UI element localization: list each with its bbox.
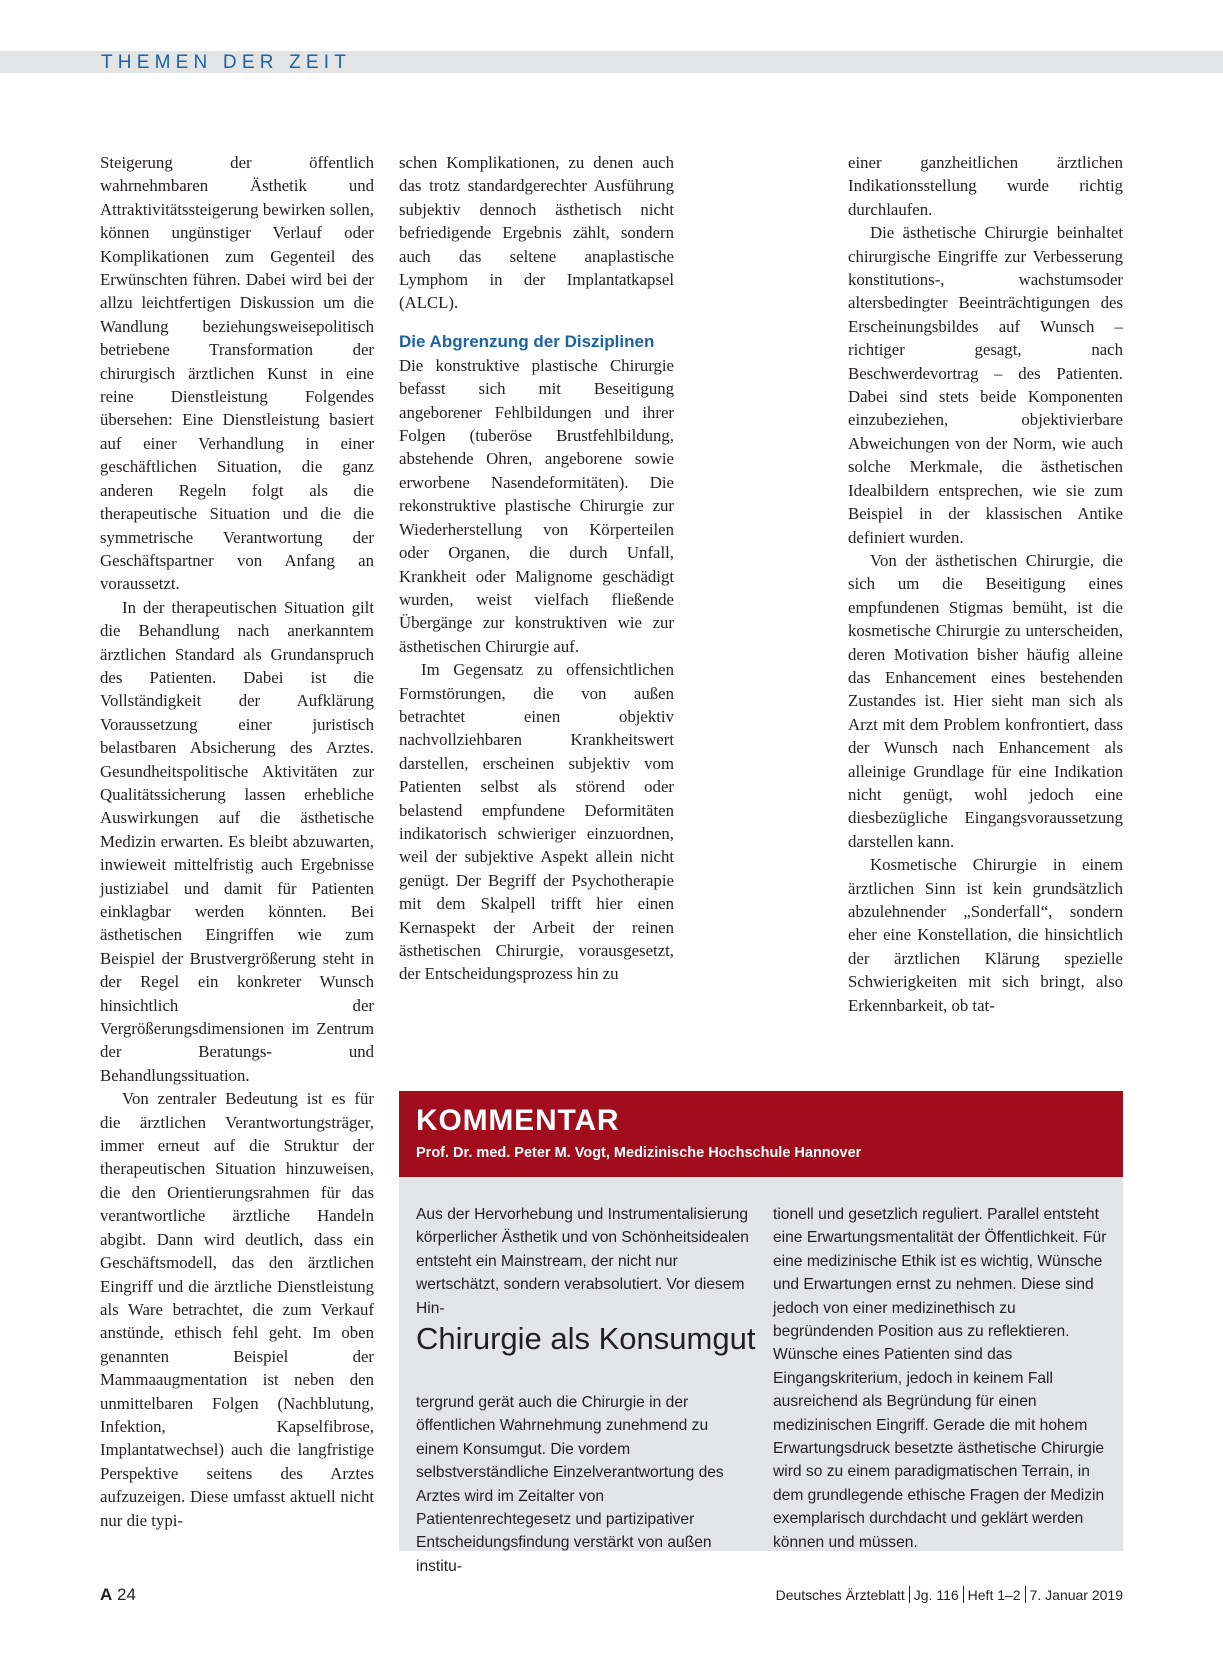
article-column-2 xyxy=(399,151,674,986)
kommentar-text-continued xyxy=(416,1391,751,1578)
separator xyxy=(1025,1586,1026,1603)
section-title: THEMEN DER ZEIT xyxy=(101,52,352,73)
page-prefix: A xyxy=(100,1585,113,1604)
journal-name: Deutsches Ärzteblatt xyxy=(775,1587,905,1603)
paragraph: tionell und gesetzlich reguliert. Parallel entsteht eine Erwartungsmentalität der Öffentlichkeit. Für eine medizinische Ethik ist es wichtig, Wünsche und Erwartungen ernst zu nehmen. Diese sind jedoch von einer medizinethisch zu begründenden Position aus zu reflektieren. Wünsche eines Patienten sind das Eingangskriterium, jedoch in keinem Fall ausreichend als Begründung für einen medizinischen Eingriff. Gerade die mit hohem Erwartungsdruck besetzte ästhetische Chirurgie wird so zu einem paradigmatischen Terrain, in dem grundlegende ethische Fragen der Medizin exemplarisch durchdacht und geklärt werden können und müssen. xyxy=(773,1206,1107,1551)
paragraph: In der therapeutischen Situation gilt die Behandlung nach anerkanntem ärztlichen Standard als Grundanspruch des Patienten. Dabei ist die Vollständigkeit der Aufklärung Voraussetzung einer juristisch belastbaren Absicherung des Arztes. Gesundheitspolitische Aktivitäten zur Qualitätssicherung lassen erhebliche Auswirkungen auf die ästhetische Medizin erwarten. Es bleibt abzuwarten, inwieweit mittelfristig auch Ergebnisse justiziabel und damit für Patienten einklagbar werden könnten. Bei ästhetischen Eingriffen wie zum Beispiel der Brustvergrößerung steht in der Regel ein konkreter Wunsch hinsichtlich der Vergrößerungsdimensionen im Zentrum der Beratungs- und Behandlungssituation. xyxy=(100,597,374,1085)
paragraph: Die konstruktive plastische Chirurgie befasst sich mit Beseitigung angeborener Fehlbildungen und ihrer Folgen (tuberöse Brustfehlbildung, abstehende Ohren, angeborene sowie erworbene Nasendeformitäten). Die rekonstruktive plastische Chirurgie zur Wiederherstellung von Körperteilen oder Organen, die durch Unfall, Krankheit oder Malignome geschädigt wurden, weist vielfach fließende Übergänge zur konstruktiven wie zur ästhetischen Chirurgie auf. xyxy=(399,355,674,656)
footer-citation xyxy=(776,1586,1123,1604)
separator xyxy=(963,1586,964,1603)
page-number-value: 24 xyxy=(117,1585,136,1604)
page-number xyxy=(100,1584,136,1606)
paragraph: schen Komplikationen, zu denen auch das trotz standardgerechter Ausführung subjektiv dennoch ästhetisch nicht befriedigende Ergebnis zählt, sondern auch das seltene anaplastische Lymphom in der Implantatkapsel (ALCL). xyxy=(399,153,674,313)
subheading: Die Abgrenzung der Disziplinen xyxy=(399,331,655,351)
paragraph: einer ganzheitlichen ärztlichen Indikationsstellung wurde richtig durchlaufen. xyxy=(848,153,1123,219)
paragraph: Von zentraler Bedeutung ist es für die ärztlichen Verantwortungsträger, immer erneut auf die Struktur der therapeutischen Situation hinzuweisen, die den Orientierungsrahmen für das verantwortliche ärztliche Handeln abgibt. Dann wird deutlich, dass ein Geschäftsmodell, das den ärztlichen Eingriff und die ärztliche Dienstleistung als Ware betrachtet, die zum Verkauf anstünde, ethisch fehl geht. Im oben genannten Beispiel der Mammaaugmentation ist neben den unmittelbaren Folgen (Nachblutung, Infektion, Kapselfibrose, Implantatwechsel) auch die langfristige Perspektive seitens des Arztes aufzuzeigen. Diese umfasst aktuell nicht nur die typi- xyxy=(100,1089,374,1530)
journal-issue: Heft 1–2 xyxy=(967,1587,1021,1603)
paragraph: Kosmetische Chirurgie in einem ärztlichen Sinn ist kein grundsätzlich abzulehnender „Sonderfall“, sondern eher eine Konstellation, die hinsichtlich der ärztlichen Klärung spezielle Schwierigkeiten mit sich bringt, also Erkennbarkeit, ob tat- xyxy=(848,855,1123,1015)
journal-date: 7. Januar 2019 xyxy=(1029,1587,1123,1603)
kommentar-header xyxy=(399,1091,1123,1177)
kommentar-label: KOMMENTAR xyxy=(416,1104,620,1137)
kommentar-author: Prof. Dr. med. Peter M. Vogt, Medizinische Hochschule Hannover xyxy=(416,1145,862,1161)
kommentar-headline: Chirurgie als Konsumgut xyxy=(416,1321,756,1356)
kommentar-box xyxy=(399,1177,1123,1575)
paragraph: Die ästhetische Chirurgie beinhaltet chirurgische Eingriffe zur Verbesserung konstitutions-, wachstumsoder altersbedingter Beeinträchtigungen des Erscheinungsbildes auf Wunsch – richtiger gesagt, nach Beschwerdevortrag – des Patienten. Dabei sind stets beide Komponenten einzubeziehen, objektivierbare Abweichungen von der Norm, wie auch solche Merkmale, die ästhetischen Idealbildern entsprechen, wie sie zum Beispiel in der klassischen Antike definiert wurden. xyxy=(848,223,1123,547)
journal-volume: Jg. 116 xyxy=(913,1587,959,1603)
separator xyxy=(909,1586,910,1603)
kommentar-text-column-2 xyxy=(773,1203,1108,1554)
paragraph: Von der ästhetischen Chirurgie, die sich um die Beseitigung eines empfundenen Stigmas bemüht, ist die kosmetische Chirurgie zu unterscheiden, deren Motivation bisher häufig alleine das Enhancement eines bestehenden Zustandes ist. Hier sieht man sich als Arzt mit dem Problem konfrontiert, dass der Wunsch nach Enhancement als alleinige Grundlage für eine Indikation nicht genügt, wohl jedoch eine diesbezügliche Eingangsvoraussetzung darstellen kann. xyxy=(848,550,1123,851)
article-column-1 xyxy=(100,151,374,1532)
kommentar-text-intro xyxy=(416,1203,751,1320)
article-column-3 xyxy=(848,151,1123,1017)
paragraph: tergrund gerät auch die Chirurgie in der öffentlichen Wahrnehmung zunehmend zu einem Konsumgut. Die vordem selbstverständliche Einzelverantwortung des Arztes wird im Zeitalter von Patientenrechtegesetz und partizipativer Entscheidungsfindung verstärkt von außen institu- xyxy=(416,1394,724,1575)
paragraph: Steigerung der öffentlich wahrnehmbaren Ästhetik und Attraktivitätssteigerung bewirken sollen, können ungünstiger Verlauf oder Komplikationen zum Gegenteil des Erwünschten führen. Dabei wird bei der allzu leichtfertigen Diskussion um die Wandlung beziehungsweisepolitisch betriebene Transformation der chirurgisch ärztlichen Kunst in eine reine Dienstleistung Folgendes übersehen: Eine Dienstleistung basiert auf einer Verhandlung in einer geschäftlichen Situation, die ganz anderen Regeln folgt als die therapeutische Situation und die die symmetrische Verantwortung der Geschäftspartner von Anfang an voraussetzt. xyxy=(100,153,374,594)
paragraph: Im Gegensatz zu offensichtlichen Formstörungen, die von außen betrachtet einen objektiv nachvollziehbaren Krankheitswert darstellen, erscheinen subjektiv vom Patienten selbst als störend oder belastend empfundene Deformitäten indikatorisch schwieriger einzuordnen, weil der subjektive Aspekt allein nicht genügt. Der Begriff der Psychotherapie mit dem Skalpell trifft hier einen Kernaspekt der Arbeit der reinen ästhetischen Chirurgie, vorausgesetzt, der Entscheidungsprozess hin zu xyxy=(399,660,674,984)
paragraph: Aus der Hervorhebung und Instrumentalisierung körperlicher Ästhetik und von Schönheitsidealen entsteht ein Mainstream, der nicht nur wertschätzt, sondern verabsolutiert. Vor diesem Hin- xyxy=(416,1206,749,1317)
